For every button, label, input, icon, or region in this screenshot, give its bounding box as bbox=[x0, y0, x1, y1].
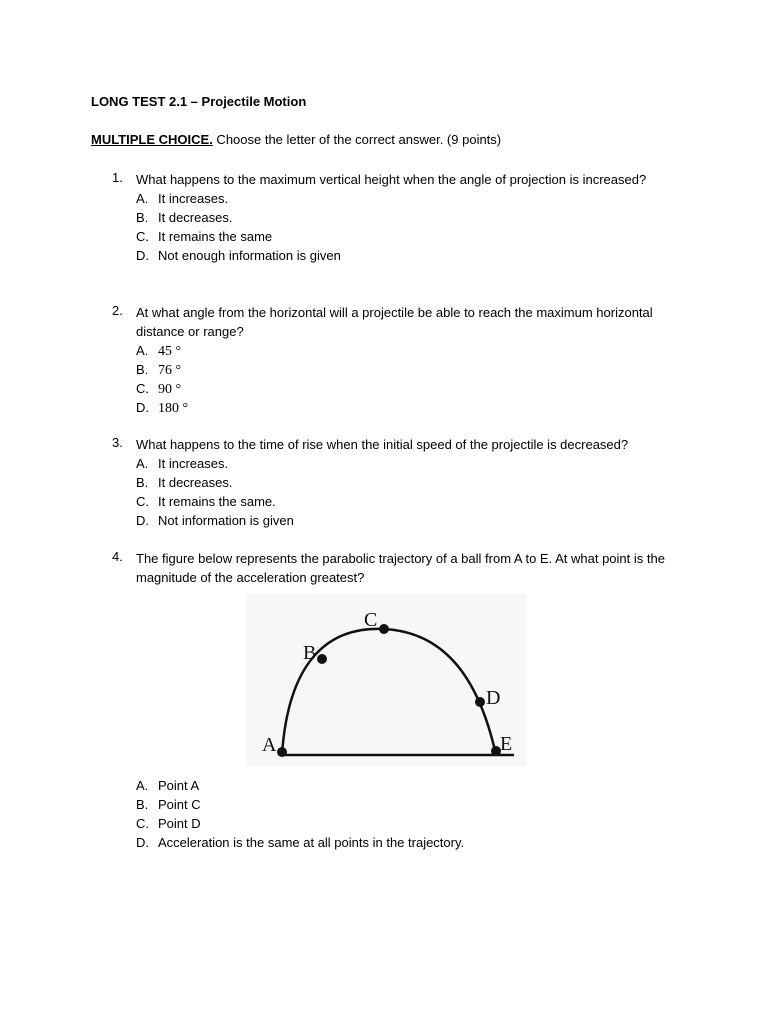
section-instruction: Choose the letter of the correct answer. (9 points) bbox=[212, 132, 502, 147]
choice-text: 90 ° bbox=[158, 382, 182, 397]
choice-text: 45 ° bbox=[158, 344, 182, 359]
point-d-dot bbox=[475, 697, 485, 707]
choice-letter: A. bbox=[136, 778, 149, 793]
choice-letter: A. bbox=[136, 191, 149, 206]
trajectory-figure bbox=[246, 594, 526, 766]
trajectory-diagram bbox=[246, 594, 526, 766]
question-3 bbox=[112, 435, 692, 530]
test-title: LONG TEST 2.1 – Projectile Motion bbox=[91, 94, 307, 109]
choice-item[interactable] bbox=[136, 341, 692, 360]
choice-text: 76 ° bbox=[158, 363, 182, 378]
point-a-label: A bbox=[262, 734, 277, 756]
choice-item[interactable] bbox=[136, 814, 692, 833]
choice-text: It remains the same bbox=[158, 229, 273, 244]
choice-letter: C. bbox=[136, 816, 149, 831]
choice-item[interactable] bbox=[136, 492, 692, 511]
choice-text: 180 ° bbox=[158, 401, 189, 416]
choice-text: It increases. bbox=[158, 191, 229, 206]
choice-letter: D. bbox=[136, 835, 149, 850]
choice-item[interactable] bbox=[136, 379, 692, 398]
point-a-dot bbox=[277, 747, 287, 757]
question-stem: What happens to the maximum vertical height when the angle of projection is increased? bbox=[136, 172, 647, 187]
question-4-choices bbox=[112, 776, 692, 852]
question-4 bbox=[112, 549, 692, 587]
choice-letter: B. bbox=[136, 475, 149, 490]
choice-item[interactable] bbox=[136, 208, 692, 227]
section-label: MULTIPLE CHOICE. bbox=[91, 132, 213, 147]
choice-letter: A. bbox=[136, 456, 149, 471]
choice-text: It decreases. bbox=[158, 475, 233, 490]
choice-letter: B. bbox=[136, 797, 149, 812]
choice-item[interactable] bbox=[136, 511, 692, 530]
choice-list bbox=[136, 341, 692, 417]
choice-letter: C. bbox=[136, 381, 149, 396]
choice-letter: B. bbox=[136, 210, 149, 225]
point-c-dot bbox=[379, 624, 389, 634]
choice-list bbox=[136, 454, 692, 530]
choice-item[interactable] bbox=[136, 398, 692, 417]
choice-letter: C. bbox=[136, 229, 149, 244]
question-stem: What happens to the time of rise when the initial speed of the projectile is decreased? bbox=[136, 437, 629, 452]
question-number: 2. bbox=[112, 303, 123, 318]
choice-list bbox=[136, 189, 692, 265]
point-b-label: B bbox=[303, 642, 317, 664]
question-2 bbox=[112, 303, 692, 417]
choice-text: Not enough information is given bbox=[158, 248, 341, 263]
point-e-label: E bbox=[500, 733, 513, 755]
figure-background bbox=[246, 594, 526, 766]
choice-item[interactable] bbox=[136, 189, 692, 208]
choice-item[interactable] bbox=[136, 360, 692, 379]
choice-item[interactable] bbox=[136, 246, 692, 265]
choice-text: It decreases. bbox=[158, 210, 233, 225]
choice-item[interactable] bbox=[136, 454, 692, 473]
choice-text: Point A bbox=[158, 778, 200, 793]
choice-text: Point D bbox=[158, 816, 201, 831]
choice-text: Not information is given bbox=[158, 513, 294, 528]
choice-text: Point C bbox=[158, 797, 201, 812]
choice-text: It remains the same. bbox=[158, 494, 276, 509]
question-number: 4. bbox=[112, 549, 123, 564]
choice-list bbox=[136, 776, 692, 852]
point-b-dot bbox=[317, 654, 327, 664]
question-1 bbox=[112, 170, 692, 265]
choice-letter: B. bbox=[136, 362, 149, 377]
choice-letter: D. bbox=[136, 248, 149, 263]
choice-letter: C. bbox=[136, 494, 149, 509]
question-stem: At what angle from the horizontal will a projectile be able to reach the maximum horizontal distance or range? bbox=[136, 305, 653, 339]
question-stem: The figure below represents the parabolic trajectory of a ball from A to E. At what point is the magnitude of the acceleration greatest? bbox=[136, 551, 665, 585]
choice-letter: D. bbox=[136, 513, 149, 528]
choice-item[interactable] bbox=[136, 473, 692, 492]
choice-letter: D. bbox=[136, 400, 149, 415]
point-d-label: D bbox=[486, 687, 501, 709]
section-header bbox=[91, 132, 501, 147]
choice-letter: A. bbox=[136, 343, 149, 358]
point-c-label: C bbox=[364, 609, 378, 631]
choice-item[interactable] bbox=[136, 776, 692, 795]
choice-item[interactable] bbox=[136, 795, 692, 814]
choice-item[interactable] bbox=[136, 227, 692, 246]
choice-text: Acceleration is the same at all points in the trajectory. bbox=[158, 835, 465, 850]
choice-item[interactable] bbox=[136, 833, 692, 852]
question-number: 3. bbox=[112, 435, 123, 450]
choice-text: It increases. bbox=[158, 456, 229, 471]
question-number: 1. bbox=[112, 170, 123, 185]
